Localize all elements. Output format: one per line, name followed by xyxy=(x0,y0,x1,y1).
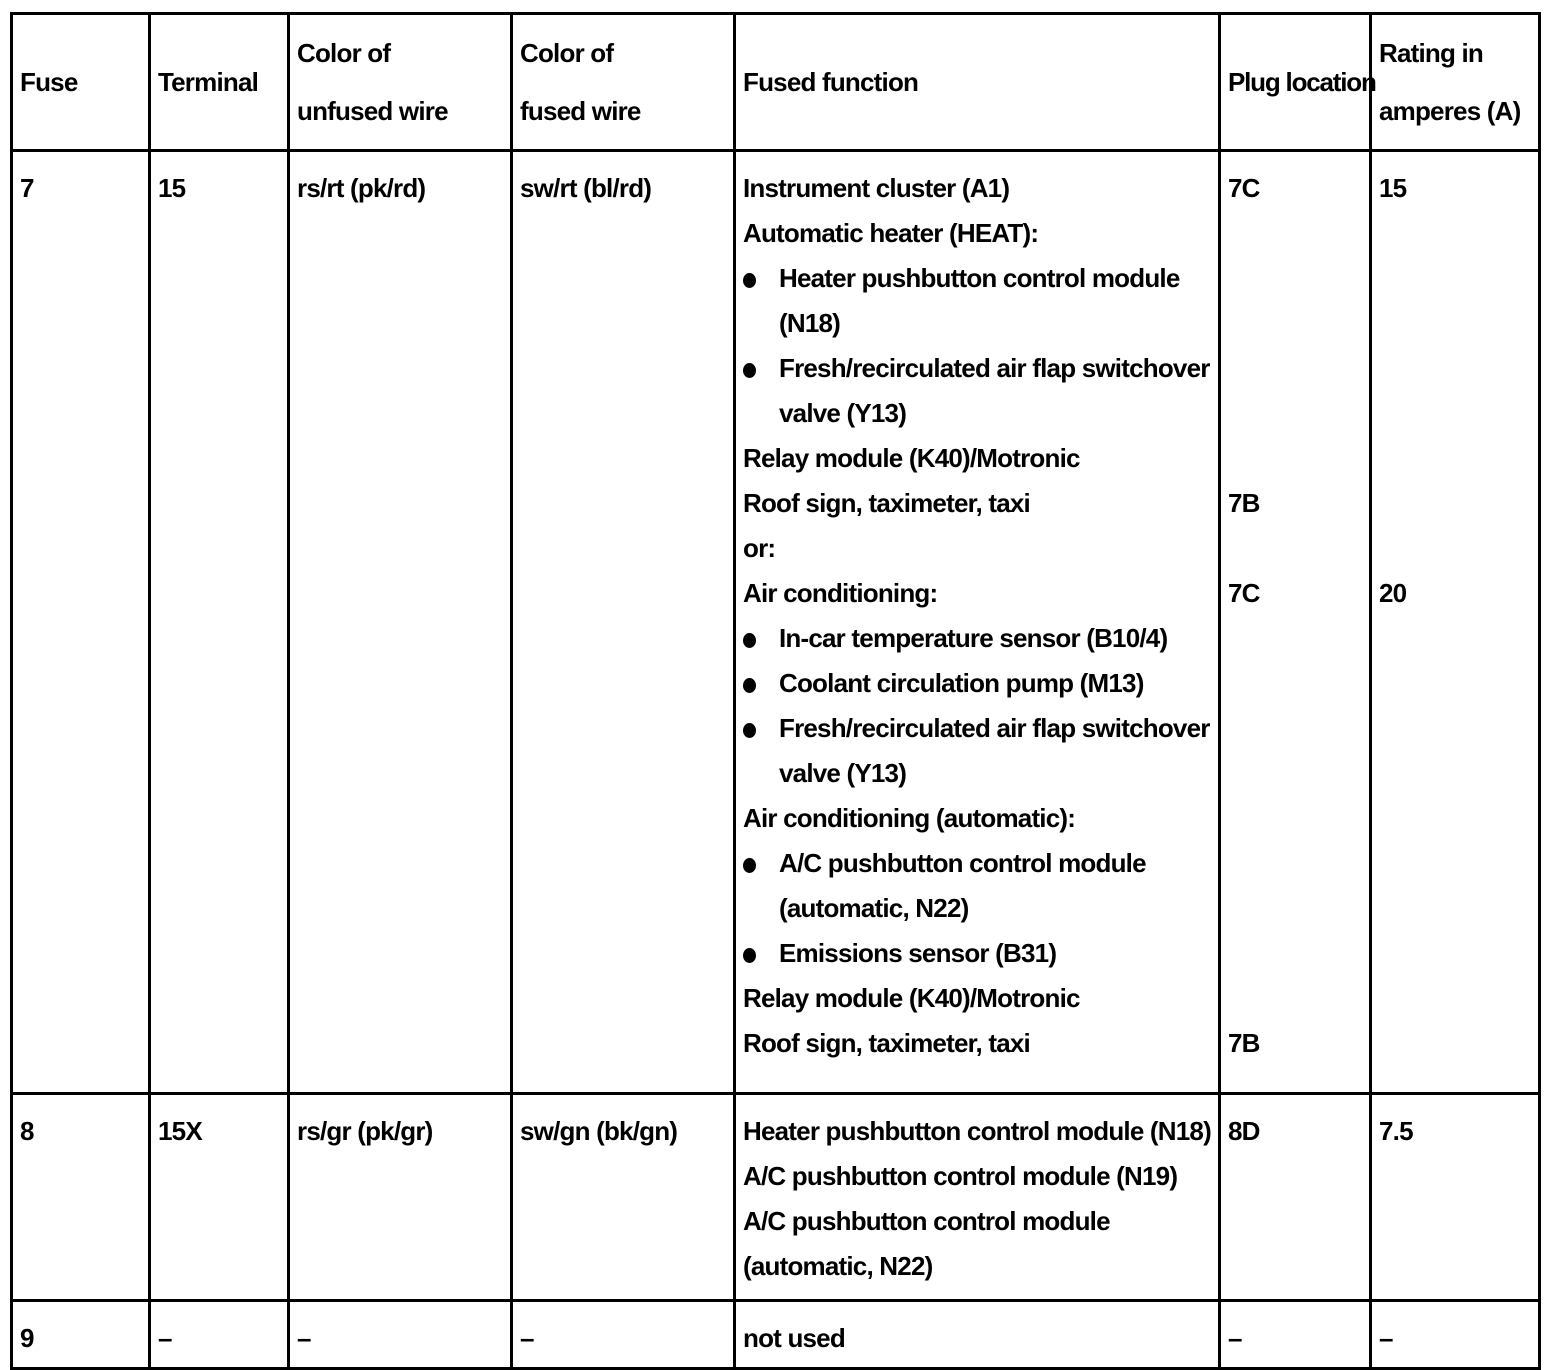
rating-value: 15 xyxy=(1379,173,1407,203)
header-terminal: Terminal xyxy=(150,14,289,151)
function-line: Automatic heater (HEAT): xyxy=(743,218,1039,248)
fused-function-cell: not used xyxy=(735,1301,1220,1369)
plug-location: 7C xyxy=(1228,173,1260,203)
header-fused-wire-color: Color of fused wire xyxy=(512,14,735,151)
header-plug-location: Plug location xyxy=(1220,14,1371,151)
header-fused-function: Fused function xyxy=(735,14,1220,151)
fused-wire-cell: sw/rt (bl/rd) xyxy=(512,151,735,1094)
header-unfused-wire-color: Color of unfused wire xyxy=(289,14,512,151)
function-bullet-item: Emissions sensor (B31) xyxy=(743,931,1212,976)
function-line: Air conditioning: xyxy=(743,578,938,608)
function-bullet-item: In-car temperature sensor (B10/4) xyxy=(743,616,1212,661)
header-row xyxy=(12,14,1540,151)
unfused-wire-cell: – xyxy=(289,1301,512,1369)
table-row xyxy=(12,1301,1540,1369)
rating-value: 20 xyxy=(1379,578,1407,608)
bullet-icon xyxy=(743,678,756,693)
fuse-cell: 9 xyxy=(12,1301,150,1369)
terminal-cell: 15 xyxy=(150,151,289,1094)
fuse-cell: 7 xyxy=(12,151,150,1094)
rating-cell: 7.5 xyxy=(1371,1094,1540,1301)
function-bullet-continuation: valve (Y13) xyxy=(779,398,907,428)
bullet-icon xyxy=(743,633,756,648)
terminal-cell: – xyxy=(150,1301,289,1369)
rating-cell: – xyxy=(1371,1301,1540,1369)
function-line: Roof sign, taximeter, taxi xyxy=(743,1028,1030,1058)
function-bullet-item: Coolant circulation pump (M13) xyxy=(743,661,1212,706)
function-bullet-item: Fresh/recirculated air flap switchover xyxy=(743,346,1212,391)
function-line: (automatic, N22) xyxy=(743,1251,933,1281)
fused-wire-cell: sw/gn (bk/gn) xyxy=(512,1094,735,1301)
plug-location-cell xyxy=(1220,151,1371,1094)
terminal-cell: 15X xyxy=(150,1094,289,1301)
function-bullet-item: Heater pushbutton control module xyxy=(743,256,1212,301)
plug-location: 7C xyxy=(1228,578,1260,608)
function-line: Heater pushbutton control module (N18) xyxy=(743,1116,1211,1146)
plug-location-cell: – xyxy=(1220,1301,1371,1369)
header-rating: Rating in amperes (A) xyxy=(1371,14,1540,151)
bullet-icon xyxy=(743,273,756,288)
plug-location-cell: 8D xyxy=(1220,1094,1371,1301)
fused-function-cell xyxy=(735,1094,1220,1301)
bullet-icon xyxy=(743,363,756,378)
function-line: Air conditioning (automatic): xyxy=(743,803,1076,833)
function-bullet-continuation: valve (Y13) xyxy=(779,758,907,788)
function-bullet-continuation: (automatic, N22) xyxy=(779,893,969,923)
unfused-wire-cell: rs/rt (pk/rd) xyxy=(289,151,512,1094)
fused-function-cell xyxy=(735,151,1220,1094)
function-bullet-item: Fresh/recirculated air flap switchover xyxy=(743,706,1212,751)
fuse-cell: 8 xyxy=(12,1094,150,1301)
table-row xyxy=(12,151,1540,1094)
bullet-icon xyxy=(743,858,756,873)
fuse-table xyxy=(10,12,1541,1370)
unfused-wire-cell: rs/gr (pk/gr) xyxy=(289,1094,512,1301)
function-bullet-continuation: (N18) xyxy=(779,308,841,338)
function-line: Relay module (K40)/Motronic xyxy=(743,443,1080,473)
rating-cell xyxy=(1371,151,1540,1094)
header-fuse: Fuse xyxy=(12,14,150,151)
plug-location: 7B xyxy=(1228,488,1260,518)
bullet-icon xyxy=(743,723,756,738)
plug-location: 7B xyxy=(1228,1028,1260,1058)
bullet-icon xyxy=(743,948,756,963)
function-line: Relay module (K40)/Motronic xyxy=(743,983,1080,1013)
function-bullet-item: A/C pushbutton control module xyxy=(743,841,1212,886)
function-line: or: xyxy=(743,533,776,563)
function-line: A/C pushbutton control module xyxy=(743,1206,1110,1236)
function-line: A/C pushbutton control module (N19) xyxy=(743,1161,1178,1191)
table-row xyxy=(12,1094,1540,1301)
fused-wire-cell: – xyxy=(512,1301,735,1369)
function-line: Roof sign, taximeter, taxi xyxy=(743,488,1030,518)
function-line: Instrument cluster (A1) xyxy=(743,173,1010,203)
